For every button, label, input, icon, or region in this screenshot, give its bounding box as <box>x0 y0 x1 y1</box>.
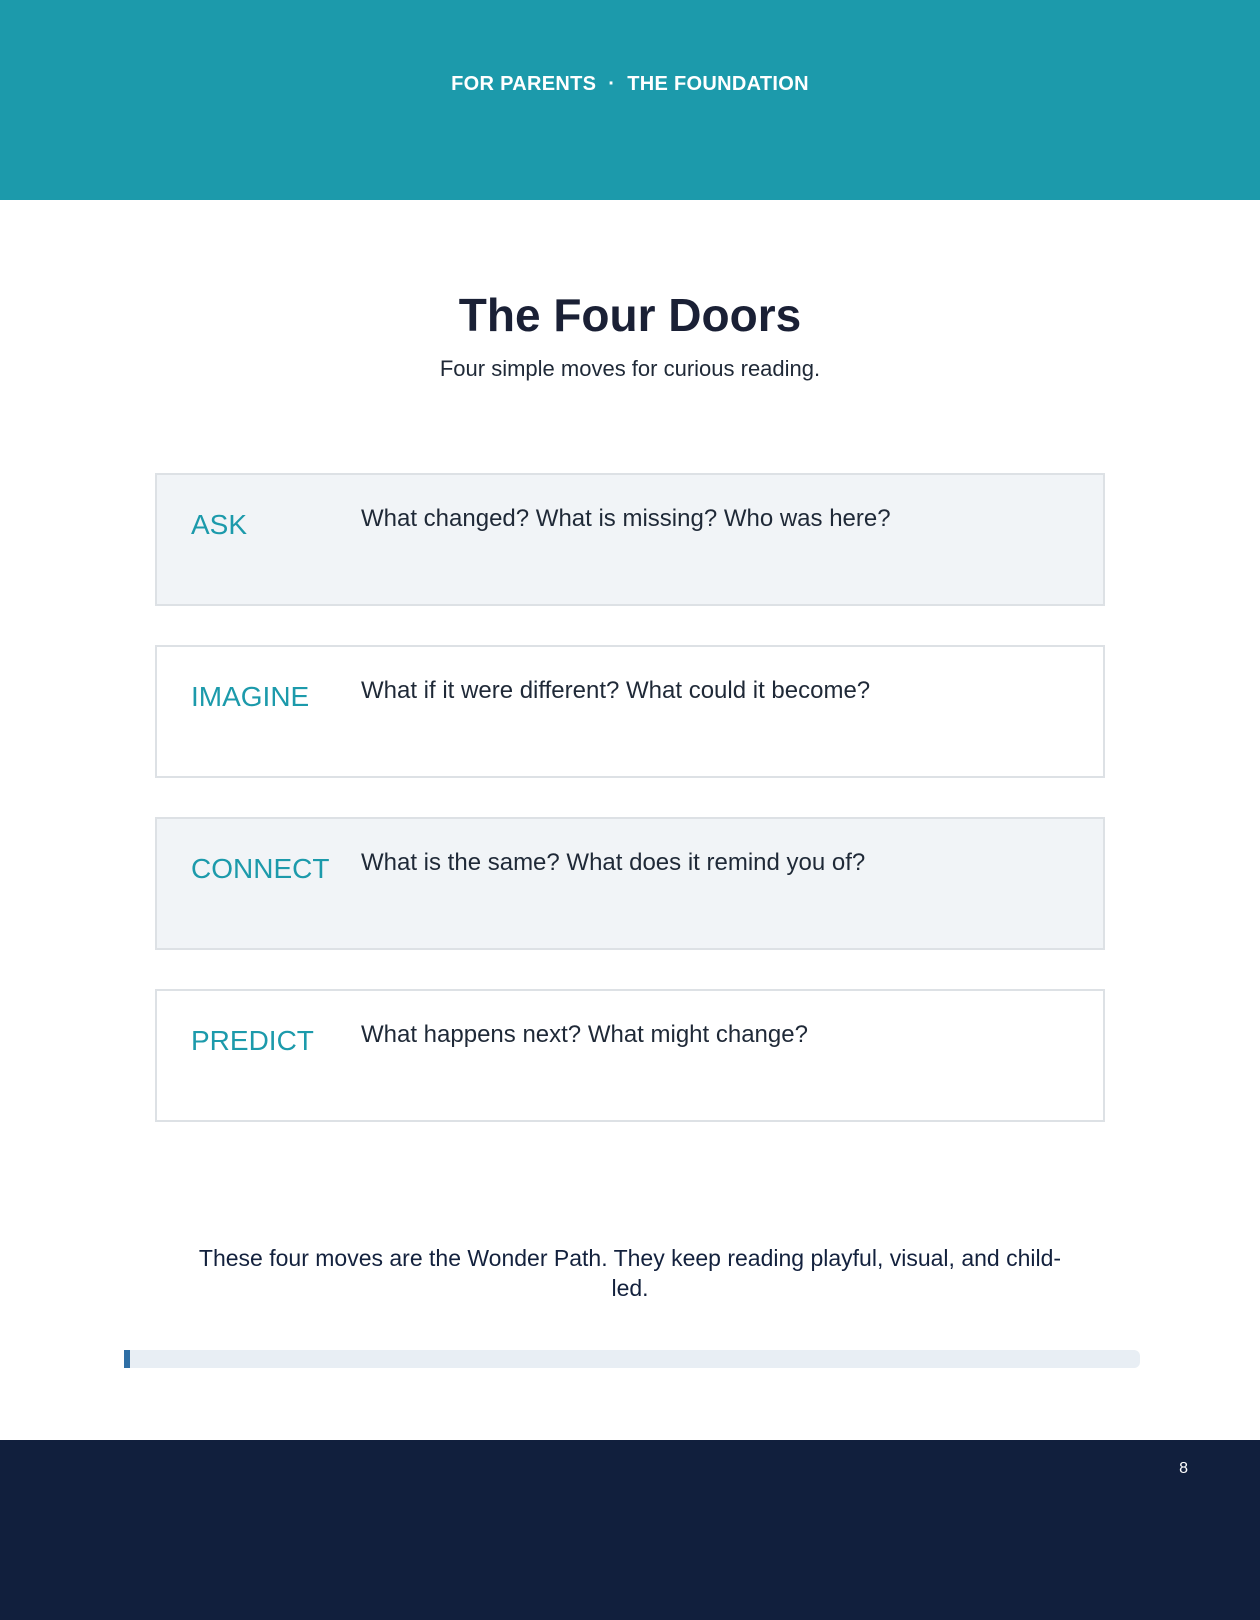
header-eyebrow <box>451 73 809 96</box>
progress-bar <box>124 1350 1140 1368</box>
header-left-label: FOR PARENTS <box>451 72 597 95</box>
header-right-label: THE FOUNDATION <box>627 72 809 95</box>
progress-bar-fill <box>124 1350 130 1368</box>
closing-statement: These four moves are the Wonder Path. They keep reading playful, visual, and child-led. <box>198 1245 1062 1301</box>
door-card-connect <box>155 817 1105 950</box>
footer-band <box>0 1440 1260 1620</box>
header-separator: · <box>608 72 616 95</box>
door-question: What happens next? What might change? <box>361 1021 808 1048</box>
door-question: What is the same? What does it remind you of? <box>361 849 866 876</box>
door-card-ask <box>155 473 1105 606</box>
page-subtitle: Four simple moves for curious reading. <box>439 356 821 381</box>
door-card-predict <box>155 989 1105 1122</box>
door-key: CONNECT <box>191 853 330 884</box>
door-key: PREDICT <box>191 1025 314 1056</box>
door-question: What changed? What is missing? Who was here? <box>361 505 891 532</box>
door-key: ASK <box>191 509 248 540</box>
door-key: IMAGINE <box>191 681 310 712</box>
page-number: 8 <box>1179 1460 1188 1477</box>
page-title: The Four Doors <box>458 289 802 341</box>
header-band <box>0 0 1260 200</box>
door-question: What if it were different? What could it become? <box>361 677 871 704</box>
door-card-imagine <box>155 645 1105 778</box>
